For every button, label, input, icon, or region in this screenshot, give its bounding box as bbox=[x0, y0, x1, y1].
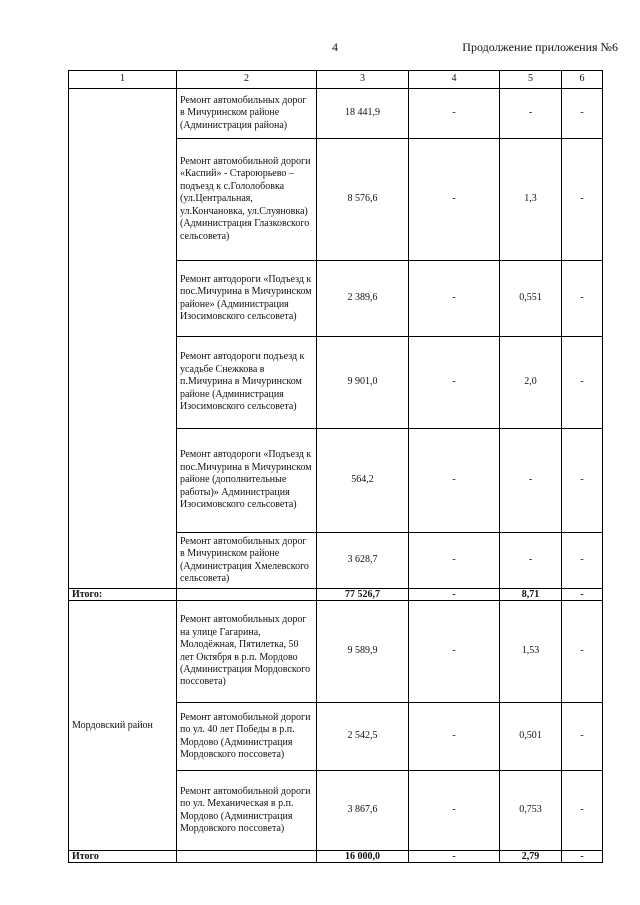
total-row bbox=[69, 851, 603, 863]
value-cell: - bbox=[500, 89, 562, 139]
column-number-row bbox=[69, 71, 603, 89]
value-cell: - bbox=[562, 703, 603, 771]
amount-cell: 3 628,7 bbox=[317, 533, 409, 589]
work-description: Ремонт автомобильных дорог в Мичуринском районе (Администрация района) bbox=[177, 89, 317, 139]
value-cell: - bbox=[500, 429, 562, 533]
work-description: Ремонт автодороги подъезд к усадьбе Снежкова в п.Мичурина в Мичуринском районе (Администрация Изосимовского сельсовета) bbox=[177, 337, 317, 429]
district-cell bbox=[69, 89, 177, 589]
column-number: 6 bbox=[562, 71, 603, 89]
amount-cell: 564,2 bbox=[317, 429, 409, 533]
total-empty-cell bbox=[177, 851, 317, 863]
table-row bbox=[69, 601, 603, 703]
amount-cell: 3 867,6 bbox=[317, 771, 409, 851]
value-cell: - bbox=[409, 771, 500, 851]
work-description: Ремонт автомобильной дороги по ул. 40 лет Победы в р.п. Мордово (Администрация Мордовского поссовета) bbox=[177, 703, 317, 771]
value-cell: - bbox=[562, 89, 603, 139]
amount-cell: 8 576,6 bbox=[317, 139, 409, 261]
total-value: 2,79 bbox=[500, 851, 562, 863]
amount-cell: 9 901,0 bbox=[317, 337, 409, 429]
work-description: Ремонт автомобильных дорог на улице Гагарина, Молодёжная, Пятилетка, 50 лет Октября в р.п. Мордово (Администрация Мордовского поссовета) bbox=[177, 601, 317, 703]
appendix-continuation: Продолжение приложения №6 bbox=[462, 40, 618, 54]
total-amount: 16 000,0 bbox=[317, 851, 409, 863]
column-number: 2 bbox=[177, 71, 317, 89]
value-cell: - bbox=[409, 261, 500, 337]
table-row bbox=[69, 89, 603, 139]
value-cell: 2,0 bbox=[500, 337, 562, 429]
total-row bbox=[69, 589, 603, 601]
value-cell: 0,551 bbox=[500, 261, 562, 337]
road-repair-table bbox=[68, 70, 603, 863]
amount-cell: 2 389,6 bbox=[317, 261, 409, 337]
total-value: 8,71 bbox=[500, 589, 562, 601]
value-cell: - bbox=[562, 771, 603, 851]
value-cell: - bbox=[409, 89, 500, 139]
amount-cell: 18 441,9 bbox=[317, 89, 409, 139]
total-label: Итого: bbox=[69, 589, 177, 601]
value-cell: - bbox=[409, 601, 500, 703]
value-cell: 1,3 bbox=[500, 139, 562, 261]
column-number: 1 bbox=[69, 71, 177, 89]
work-description: Ремонт автомобильной дороги по ул. Механическая в р.п. Мордово (Администрация Мордовского поссовета) bbox=[177, 771, 317, 851]
column-number: 4 bbox=[409, 71, 500, 89]
value-cell: - bbox=[409, 139, 500, 261]
total-value: - bbox=[562, 589, 603, 601]
value-cell: 0,753 bbox=[500, 771, 562, 851]
value-cell: - bbox=[409, 337, 500, 429]
value-cell: - bbox=[562, 139, 603, 261]
value-cell: - bbox=[500, 533, 562, 589]
total-empty-cell bbox=[177, 589, 317, 601]
value-cell: - bbox=[562, 261, 603, 337]
work-description: Ремонт автомобильной дороги «Каспий» - Староюрьево – подъезд к с.Гололобовка (ул.Центральная, ул.Кончановка, ул.Слуяновка) (Администрация Глазковского сельсовета) bbox=[177, 139, 317, 261]
page-number: 4 bbox=[332, 40, 338, 54]
total-label: Итого bbox=[69, 851, 177, 863]
total-value: - bbox=[409, 851, 500, 863]
column-number: 5 bbox=[500, 71, 562, 89]
work-description: Ремонт автомобильных дорог в Мичуринском районе (Администрация Хмелевского сельсовета) bbox=[177, 533, 317, 589]
total-amount: 77 526,7 bbox=[317, 589, 409, 601]
value-cell: 0,501 bbox=[500, 703, 562, 771]
value-cell: - bbox=[409, 429, 500, 533]
column-number: 3 bbox=[317, 71, 409, 89]
value-cell: 1,53 bbox=[500, 601, 562, 703]
amount-cell: 9 589,9 bbox=[317, 601, 409, 703]
work-description: Ремонт автодороги «Подъезд к пос.Мичурина в Мичуринском районе (дополнительные работы)» Администрация Изосимовского сельсовета) bbox=[177, 429, 317, 533]
total-value: - bbox=[562, 851, 603, 863]
value-cell: - bbox=[562, 429, 603, 533]
district-cell: Мордовский район bbox=[69, 601, 177, 851]
work-description: Ремонт автодороги «Подъезд к пос.Мичурина в Мичуринском районе» (Администрация Изосимовского сельсовета) bbox=[177, 261, 317, 337]
value-cell: - bbox=[409, 533, 500, 589]
value-cell: - bbox=[409, 703, 500, 771]
value-cell: - bbox=[562, 337, 603, 429]
amount-cell: 2 542,5 bbox=[317, 703, 409, 771]
value-cell: - bbox=[562, 533, 603, 589]
value-cell: - bbox=[562, 601, 603, 703]
total-value: - bbox=[409, 589, 500, 601]
